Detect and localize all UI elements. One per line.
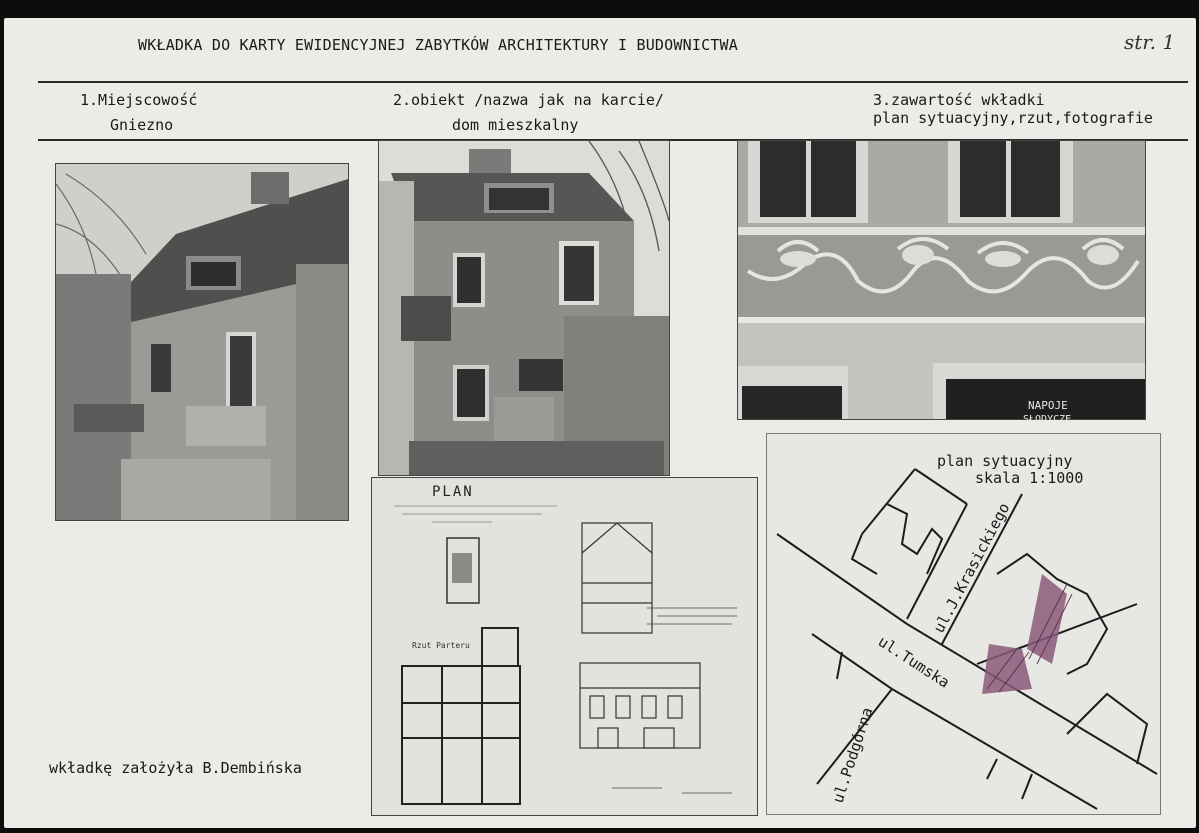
locality-value: Gniezno — [110, 116, 174, 134]
photo-rear-facade-center — [378, 140, 670, 476]
object-label: 2.obiekt /nazwa jak na karcie/ — [393, 91, 664, 109]
contents-label: 3.zawartość wkładki — [873, 91, 1045, 109]
architectural-plan-drawing — [371, 477, 758, 816]
photo-rear-courtyard-left — [55, 163, 349, 521]
object-value: dom mieszkalny — [452, 116, 579, 134]
page-number: str. 1 — [1124, 30, 1176, 54]
locality-label: 1.Miejscowość — [80, 91, 198, 109]
contents-value: plan sytuacyjny,rzut,fotografie — [873, 109, 1153, 127]
shop-sign-line2: SŁODYCZE — [1023, 414, 1072, 425]
shop-sign-line1: NAPOJE — [1028, 399, 1068, 412]
plan-title: PLAN — [432, 484, 474, 500]
street-label-krasickiego: ul.J.Krasickiego — [929, 499, 1014, 636]
site-plan-title: plan sytuacyjny — [937, 452, 1073, 470]
plan-subtitle: Rzut Parteru — [412, 641, 470, 650]
street-label-tumska: ul.Tumska — [874, 632, 953, 692]
site-plan — [766, 433, 1161, 815]
street-label-podgorna: ul.Podgórna — [828, 705, 877, 806]
author-note: wkładkę założyła B.Dembińska — [49, 759, 302, 777]
photo-facade-stucco-detail — [737, 140, 1146, 425]
header-rule-top — [38, 81, 1188, 83]
site-plan-scale: skala 1:1000 — [975, 469, 1084, 487]
document-title: WKŁADKA DO KARTY EWIDENCYJNEJ ZABYTKÓW ARCHITEKTURY I BUDOWNICTWA — [138, 36, 738, 54]
